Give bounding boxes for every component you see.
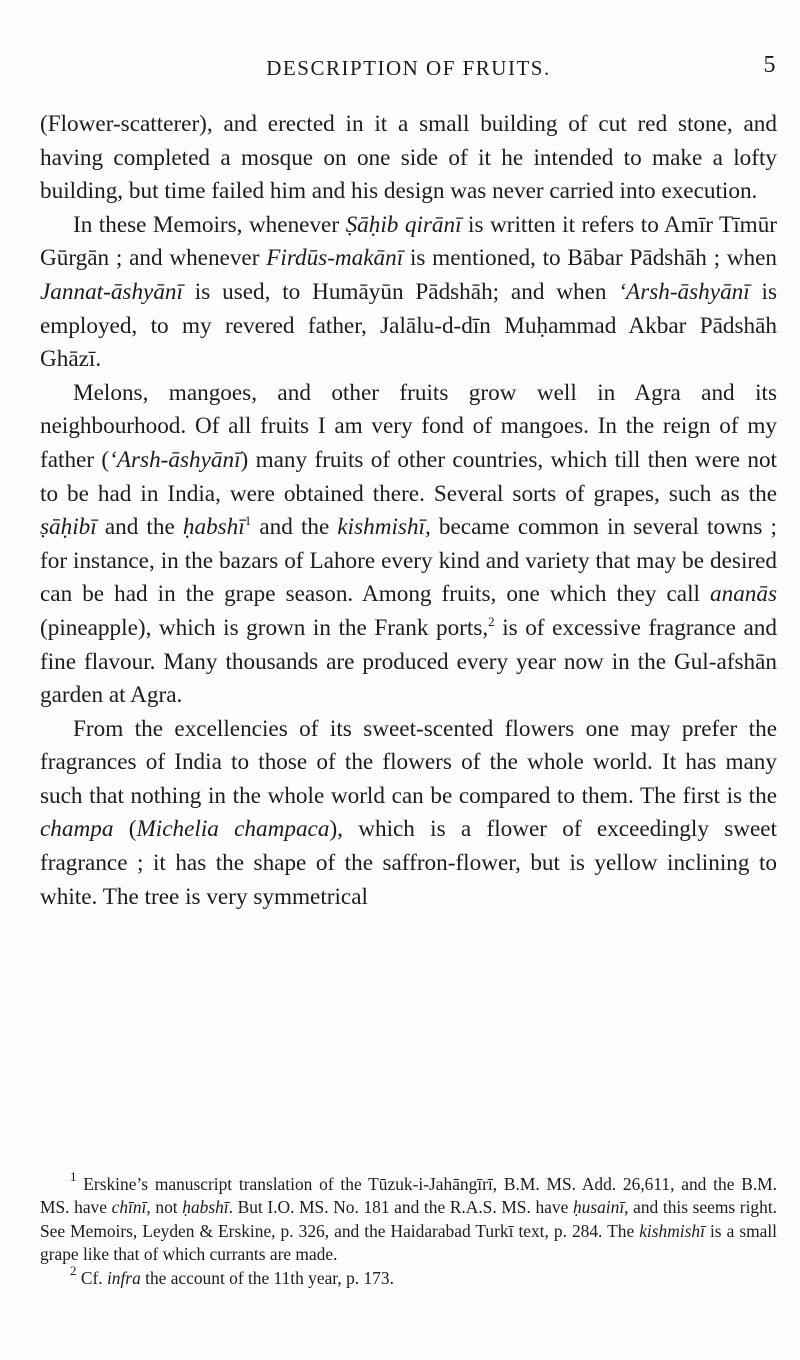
footnotes <box>40 1169 778 1290</box>
text-run: ) many fruits of other countries, which till then were not to be had in India, were obtained there. Several sorts of grapes, such as the <box>40 446 777 507</box>
italic-term: ananās <box>710 581 777 608</box>
text-run: is used, to Humāyūn Pādshāh; and when <box>182 278 619 305</box>
text-run: , became common in several towns ; for instance, in the bazars of Lahore every kind and variety that may be desired can be had in the grape season. Among fruits, one which they call <box>40 514 777 608</box>
italic-term: kishmishī <box>337 514 425 541</box>
italic-term: ‘Arsh-āshyānī <box>109 446 241 473</box>
italic-term: kishmishī <box>639 1220 705 1241</box>
italic-term: infra <box>106 1267 141 1288</box>
paragraph-fruits <box>40 377 777 713</box>
italic-term: Ṣāḥib qirānī <box>345 211 462 238</box>
italic-term: ḥabshī <box>182 514 245 541</box>
text-run: ( <box>113 816 137 843</box>
text-run: and the <box>251 514 338 541</box>
italic-term: Michelia champaca <box>136 816 330 843</box>
text-run: , not <box>146 1197 183 1218</box>
text-run: is a small grape like that of which currants are made. <box>40 1220 777 1265</box>
text-run: . But I.O. MS. No. 181 and the R.A.S. MS. have <box>228 1197 573 1218</box>
text-run: is of excessive fragrance and fine flavour. Many thousands are produced every year now in the Gul-afshān garden at Agra. <box>40 614 777 709</box>
italic-term: champa <box>40 816 114 843</box>
italic-term: ṣāḥibī <box>40 514 97 541</box>
running-header <box>40 52 777 81</box>
text-run: the account of the 11th year, p. 173. <box>140 1267 394 1288</box>
text-run: Cf. <box>76 1267 107 1288</box>
text-run: is mentioned, to Bābar Pādshāh ; when <box>403 245 778 272</box>
italic-term: chīnī <box>111 1197 147 1218</box>
text-run: is employed, to my revered father, Jalālu-d-dīn Muḥammad Akbar Pādshāh Ghāzī. <box>40 278 778 373</box>
italic-term: ḥusainī <box>572 1197 625 1218</box>
footnote-2 <box>40 1262 777 1290</box>
text-run: (Flower-scatterer), and erected in it a small building of cut red stone, and having completed a mosque on one side of it he intended to make a lofty building, but time failed him and his design was never carried into execution. <box>40 111 777 205</box>
footnote-marker: 1 <box>70 1169 77 1184</box>
text-run: ), which is a flower of exceedingly sweet fragrance ; it has the shape of the saffron-flower, but is yellow inclining to white. The tree is very symmetrical <box>40 816 777 910</box>
italic-term: Jannat-āshyānī <box>40 278 183 305</box>
text-run: From the excellencies of its sweet-scented flowers one may prefer the fragrances of India to those of the flowers of the whole world. It has many such that nothing in the whole world can be compared to them. The first is the <box>40 715 777 809</box>
footnote-marker: 2 <box>70 1262 77 1278</box>
running-title: DESCRIPTION OF FRUITS. <box>266 56 551 80</box>
paragraph-flowers <box>40 713 777 915</box>
paragraph-continued <box>40 108 777 209</box>
page-number: 5 <box>763 52 777 78</box>
text-run: (pineapple), which is grown in the Frank ports, <box>40 614 489 641</box>
text-run: , and this seems right. See Memoirs, Leyden & Erskine, p. 326, and the Haidarabad Turkī text, p. 284. The <box>40 1197 778 1241</box>
footnote-1 <box>40 1169 778 1267</box>
text-run: Melons, mangoes, and other fruits grow well in Agra and its neighbourhood. Of all fruits I am very fond of mangoes. In the reign of my father ( <box>40 379 777 473</box>
body-text <box>40 108 777 914</box>
footnote-marker: 2 <box>488 613 495 629</box>
text-run: and the <box>96 514 183 541</box>
footnote-marker: 1 <box>244 513 252 529</box>
text-run: is written it refers to Amīr Tīmūr Gūrgān ; and whenever <box>40 211 778 272</box>
text-run: Erskine’s manuscript translation of the Tūzuk-i-Jahāngīrī, B.M. MS. Add. 26,611, and the B.M. MS. have <box>40 1174 777 1218</box>
italic-term: ḥabshī <box>182 1197 229 1218</box>
italic-term: Firdūs-makānī <box>266 245 404 272</box>
text-run: In these Memoirs, whenever <box>73 211 346 238</box>
paragraph-memoir-titles <box>40 209 777 377</box>
italic-term: ‘Arsh-āshyānī <box>618 278 750 305</box>
